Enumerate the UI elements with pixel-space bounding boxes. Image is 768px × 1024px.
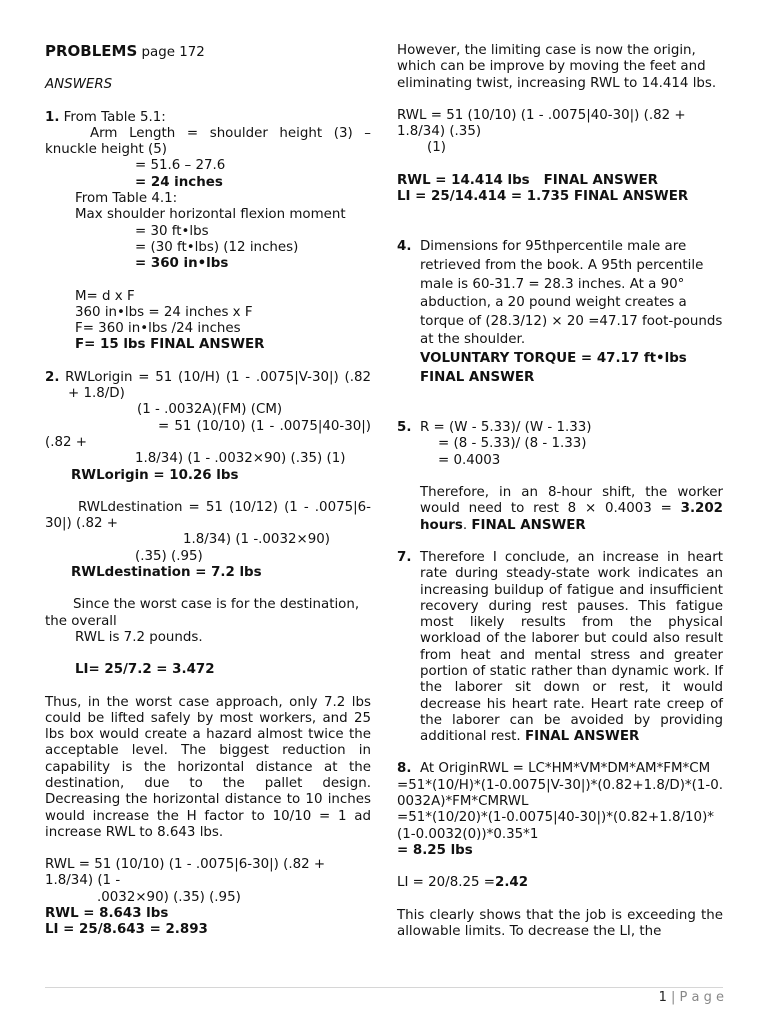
text-line: (1 - .0032A)(FM) (CM): [137, 402, 283, 418]
text-line: = (30 ft•lbs) (12 inches): [135, 239, 299, 255]
paragraph: However, the limiting case is now the origin, which can be improve by moving the feet and eliminating twist, increasing RWL to 14.414 lbs.: [397, 43, 717, 91]
text-line: Since the worst case is for the destination, the overall: [45, 597, 360, 629]
problem-7: 7. Therefore I conclude, an increase in heart rate during steady-state work indicates an increasing buildup of fatigue and insufficient recovery during rest pauses. This fatigue most likely results from the physical workload of the laborer but could also result from heat and mental stress and greater portion of static rather than dynamic work. If the laborer sit down or rest, it would decrease his heart rate. Heart rate creep of the laborer can be avoided by providing additional rest. FINAL ANSWER: [397, 549, 723, 745]
text-line: RWL is 7.2 pounds.: [75, 629, 203, 645]
text-line: Dimensions for 95thpercentile male are retrieved from the book. A 95th percentile male is 60-31.7 = 28.3 inches. At a 90° abduction, a 20 pound weight creates a torque of (28.3/12) × 20 =47.17 foot-pounds at the shoulder.: [420, 239, 723, 348]
text-line: LI= 25/7.2 = 3.472: [75, 662, 215, 678]
paragraph: This clearly shows that the job is exceeding the allowable limits. To decrease the LI, the: [397, 907, 723, 939]
text-line: RWL = 51 (10/10) (1 - .0075|6-30|) (.82 + 1.8/34) (1 -: [45, 857, 326, 889]
page-heading: PROBLEMS page 172: [45, 42, 205, 60]
text-line: = 0.4003: [438, 452, 501, 468]
text-line: =51*(10/H)*(1-0.0075|V-30|)*(0.82+1.8/D)*(1-0.0032A)*FM*CMRWL: [397, 777, 723, 810]
final-answer: LI = 25/14.414 = 1.735 FINAL ANSWER: [397, 189, 689, 205]
text-line: RWL = 8.643 lbs: [45, 906, 169, 922]
text-line: (1): [427, 140, 446, 156]
final-answer: RWL = 14.414 lbs FINAL ANSWER: [397, 172, 658, 188]
page-number: 1: [658, 990, 667, 1005]
text-line: 1.8/34) (1 -.0032×90): [183, 532, 330, 548]
problem-1-intro: 1. From Table 5.1:: [45, 109, 166, 125]
text-line: .0032×90) (.35) (.95): [97, 889, 241, 905]
text-line: Arm Length = shoulder height (3) – knuckle height (5): [45, 125, 371, 158]
text-line: 1.8/34) (1 - .0032×90) (.35) (1): [135, 451, 346, 467]
final-answer: VOLUNTARY TORQUE = 47.17 ft•lbs FINAL ANSWER: [420, 350, 687, 385]
paragraph: Therefore I conclude, an increase in heart rate during steady-state work indicates an increasing buildup of fatigue and insufficient recovery during rest pauses. This fatigue most likely results from the physical workload of the laborer but could also result from heat and mental stress and greater portion of static rather than dynamic work. If the laborer sit down or rest, it would decrease his heart rate. Heart rate creep of the laborer can be avoided by providing additional rest. FINAL ANSWER: [420, 549, 723, 745]
text-line: = 51.6 – 27.6: [135, 158, 226, 174]
problem-4: 4. Dimensions for 95thpercentile male are retrieved from the book. A 95th percentile male is 60-31.7 = 28.3 inches. At a 90° abduction, a 20 pound weight creates a torque of (28.3/12) × 20 =47.17 foot-pounds at the shoulder. VOLUNTARY TORQUE = 47.17 ft•lbs FINAL ANSWER: [397, 238, 723, 387]
answers-label: ANSWERS: [45, 77, 113, 93]
text-line: = 24 inches: [135, 174, 223, 190]
text-line: = (8 - 5.33)/ (8 - 1.33): [438, 436, 587, 452]
final-answer: F= 15 lbs FINAL ANSWER: [75, 337, 265, 353]
text-line: F= 360 in•lbs /24 inches: [75, 321, 241, 337]
text-line: Max shoulder horizontal flexion moment: [75, 207, 346, 223]
paragraph: Thus, in the worst case approach, only 7.2 lbs could be lifted safely by most workers, and 25 lbs box would create a hazard almost twice the acceptable level. The biggest reduction in capability is the horizontal distance at the destination, due to the pallet design. Decreasing the horizontal distance to 10 inches would increase the H factor to 10/10 = 1 ad increase RWL to 8.643 lbs.: [45, 694, 371, 840]
text-line: 360 in•lbs = 24 inches x F: [75, 304, 253, 320]
text-line: = 360 in•lbs: [135, 256, 229, 272]
problem-5: 5. R = (W - 5.33)/ (W - 1.33) = (8 - 5.33)/ (8 - 1.33) = 0.4003 Therefore, in an 8-hour shift, the worker would need to rest 8 × 0.4003 = 3.202 hours. FINAL ANSWER: [397, 420, 723, 533]
text-line: RWLdestination = 51 (10/12) (1 - .0075|6-30|) (.82 +: [45, 499, 371, 532]
text-line: LI = 25/8.643 = 2.893: [45, 922, 208, 938]
text-line: = 51 (10/10) (1 - .0075|40-30|) (.82 +: [45, 418, 371, 450]
text-line: RWL = 51 (10/10) (1 - .0075|40-30|) (.82 + 1.8/34) (.35): [397, 107, 686, 140]
right-column: [397, 43, 723, 940]
page-footer: [659, 990, 724, 1005]
text-line: RWLdestination = 7.2 lbs: [71, 565, 262, 581]
problem-8: 8. At OriginRWL = LC*HM*VM*DM*AM*FM*CM: [397, 761, 723, 777]
text-line: (.35) (.95): [135, 548, 203, 564]
footer-page-label: P a g e: [679, 990, 724, 1005]
text-line: From Table 4.1:: [75, 191, 178, 207]
text-line: At OriginRWL = LC*HM*VM*DM*AM*FM*CM: [420, 761, 711, 777]
text-line: R = (W - 5.33)/ (W - 1.33): [420, 420, 592, 436]
footer-divider: [45, 987, 723, 988]
text-line: = 8.25 lbs: [397, 842, 473, 858]
problem-2-formula: 2. RWLorigin = 51 (10/H) (1 - .0075|V-30|) (.82 + 1.8/D): [45, 369, 371, 402]
text-line: M= d x F: [75, 288, 135, 304]
text-line: LI = 20/8.25 =2.42: [397, 875, 529, 891]
text-line: =51*(10/20)*(1-0.0075|40-30|)*(0.82+1.8/10)*(1-0.0032(0))*0.35*1: [397, 810, 714, 842]
left-column: [45, 43, 371, 939]
text-line: RWLorigin = 10.26 lbs: [71, 467, 239, 483]
paragraph: Therefore, in an 8-hour shift, the worker would need to rest 8 × 0.4003 = 3.202 hours. FINAL ANSWER: [420, 485, 723, 533]
text-line: = 30 ft•lbs: [135, 223, 209, 239]
footer-separator: |: [671, 990, 676, 1005]
